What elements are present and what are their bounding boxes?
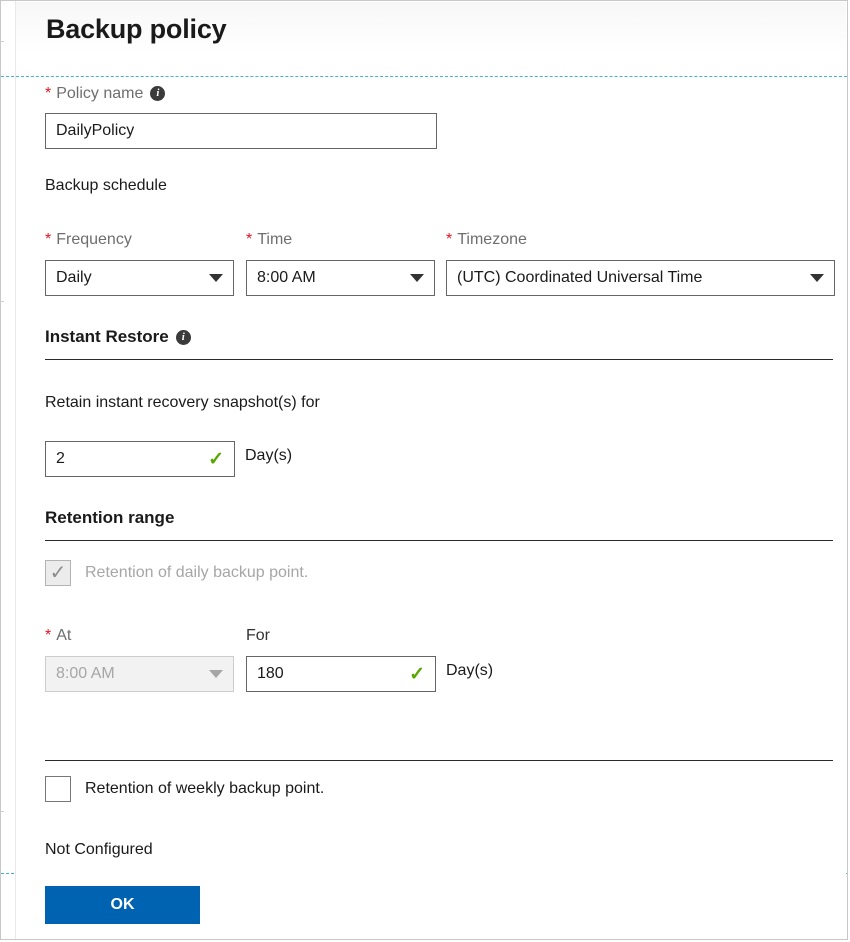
- daily-retention-checkbox-row[interactable]: [45, 560, 308, 586]
- backup-schedule-heading: Backup schedule: [45, 177, 167, 194]
- daily-for-value: 180: [257, 665, 284, 682]
- weekly-retention-status: Not Configured: [45, 841, 153, 858]
- instant-restore-rule: [45, 359, 833, 360]
- daily-for-unit: Day(s): [446, 662, 494, 679]
- timezone-select[interactable]: [446, 260, 835, 296]
- required-marker: *: [45, 627, 52, 644]
- policy-name-value: DailyPolicy: [56, 122, 135, 139]
- panel-header: [16, 2, 846, 76]
- weekly-retention-rule: [45, 760, 833, 761]
- weekly-retention-checkbox: [45, 776, 71, 802]
- daily-at-label: At: [56, 627, 72, 644]
- daily-for-input[interactable]: [246, 656, 436, 692]
- retention-range-heading-row: [45, 508, 174, 528]
- time-select[interactable]: [246, 260, 435, 296]
- required-marker: *: [45, 85, 52, 102]
- timezone-label: Timezone: [457, 231, 527, 248]
- rail-tick: [1, 301, 4, 302]
- time-label: Time: [257, 231, 293, 248]
- frequency-label: Frequency: [56, 231, 132, 248]
- rail-tick: [1, 811, 4, 812]
- retention-range-rule: [45, 540, 833, 541]
- checkmark-icon: ✓: [208, 448, 224, 470]
- chevron-down-icon: [209, 670, 223, 678]
- daily-retention-label: Retention of daily backup point.: [85, 564, 309, 581]
- panel-footer: [16, 873, 846, 938]
- time-label-row: [246, 231, 292, 249]
- weekly-retention-label: Retention of weekly backup point.: [85, 780, 325, 797]
- info-icon[interactable]: i: [176, 330, 191, 345]
- info-icon[interactable]: i: [150, 86, 165, 101]
- instant-restore-heading: Instant Restore: [45, 327, 169, 346]
- policy-name-label-row: [45, 85, 165, 103]
- timezone-label-row: [446, 231, 527, 249]
- instant-restore-days-input[interactable]: [45, 441, 235, 477]
- chevron-down-icon: [410, 274, 424, 282]
- frequency-select[interactable]: [45, 260, 234, 296]
- daily-retention-checkbox: [45, 560, 71, 586]
- weekly-retention-checkbox-row[interactable]: [45, 776, 324, 802]
- page-title: Backup policy: [46, 14, 227, 44]
- rail-tick: [1, 41, 4, 42]
- checkmark-icon: ✓: [49, 562, 67, 584]
- daily-for-label: For: [246, 627, 270, 644]
- chevron-down-icon: [810, 274, 824, 282]
- daily-for-label-row: [246, 627, 270, 645]
- required-marker: *: [246, 231, 253, 248]
- policy-name-input[interactable]: [45, 113, 437, 149]
- instant-restore-days-unit: Day(s): [245, 447, 293, 464]
- required-marker: *: [45, 231, 52, 248]
- time-value: 8:00 AM: [257, 269, 316, 286]
- panel-left-rail: [1, 1, 16, 939]
- chevron-down-icon: [209, 274, 223, 282]
- frequency-value: Daily: [56, 269, 92, 286]
- ok-button[interactable]: OK: [45, 886, 200, 924]
- timezone-value: (UTC) Coordinated Universal Time: [457, 269, 703, 286]
- checkmark-icon: ✓: [409, 663, 425, 685]
- panel-content: [16, 76, 846, 873]
- required-marker: *: [446, 231, 453, 248]
- policy-name-label: Policy name: [56, 85, 144, 102]
- instant-restore-description: Retain instant recovery snapshot(s) for: [45, 394, 320, 411]
- frequency-label-row: [45, 231, 132, 249]
- daily-at-label-row: [45, 627, 71, 645]
- instant-restore-heading-row: [45, 327, 191, 347]
- daily-at-value: 8:00 AM: [56, 665, 115, 682]
- instant-restore-days-value: 2: [56, 450, 65, 467]
- retention-range-heading: Retention range: [45, 508, 175, 527]
- daily-at-select[interactable]: [45, 656, 234, 692]
